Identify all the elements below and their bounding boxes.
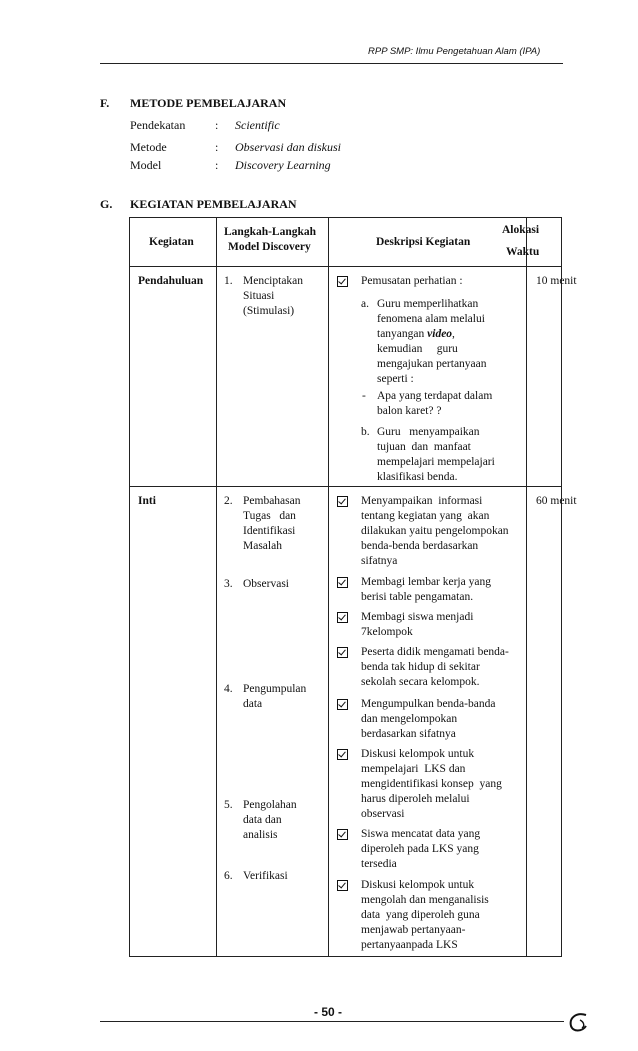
header-deskripsi: Deskripsi Kegiatan [376,236,471,248]
step-1-text: Menciptakan Situasi (Stimulasi) [243,275,304,317]
model-value: Discovery Learning [235,158,331,172]
section-f-letter: F. [100,96,110,110]
checkbox-icon [337,276,348,287]
step-4-text: Pengumpulan data [243,683,307,710]
checkbox-icon [337,612,348,623]
header-langkah-1: Langkah-Langkah [224,226,317,238]
table-bottom-border [129,956,562,957]
footer-rule [100,1021,564,1022]
checkbox-icon [337,829,348,840]
step-3-num: 3. [224,578,233,590]
pendahuluan-b-text: Guru menyampaikan tujuan dan manfaat mempelajari mempelajari klasifikasi benda. [377,426,495,483]
row-inti-label: Inti [138,495,156,507]
pendekatan-sep: : [215,118,219,132]
pendahuluan-a-label: a. [361,298,369,310]
step-6-num: 6. [224,870,233,882]
inti-item-1: Menyampaikan informasi tentang kegiatan yang akan dilakukan yaitu pengelompokan benda-benda berdasarkan sifatnya [361,495,509,567]
row-pendahuluan-label: Pendahuluan [138,275,204,287]
table-header-border [129,266,562,267]
table-row-border [129,486,562,487]
table-col-divider-2 [328,217,329,957]
model-label: Model [130,158,162,172]
step-1-num: 1. [224,275,233,287]
pendahuluan-waktu: 10 menit [536,275,577,287]
step-4-num: 4. [224,683,233,695]
pendahuluan-check-item: Pemusatan perhatian : [361,275,463,287]
checkbox-icon [337,577,348,588]
pendahuluan-b-label: b. [361,426,370,438]
inti-item-2: Membagi lembar kerja yang berisi table pengamatan. [361,576,491,603]
metode-sep: : [215,140,219,154]
step-3-text: Observasi [243,578,289,590]
checkbox-icon [337,699,348,710]
inti-item-5: Mengumpulkan benda-banda dan mengelompokan berdasarkan sifatnya [361,698,496,740]
checkbox-icon [337,880,348,891]
model-sep: : [215,158,219,172]
step-5-text: Pengolahan data dan analisis [243,799,297,841]
metode-label: Metode [130,140,167,154]
pendahuluan-dash-label: - [362,390,366,402]
step-2-text: Pembahasan Tugas dan Identifikasi Masalah [243,495,301,552]
pendekatan-value: Scientific [235,118,280,132]
inti-item-6: Diskusi kelompok untuk mempelajari LKS dan mengidentifikasi konsep yang harus diperoleh melalui observasi [361,748,502,820]
inti-item-4: Peserta didik mengamati benda- benda tak hidup di sekitar sekolah secara kelompok. [361,646,509,688]
inti-waktu: 60 menit [536,495,577,507]
checkbox-icon [337,647,348,658]
section-g-letter: G. [100,197,113,211]
step-6-text: Verifikasi [243,870,288,882]
metode-value: Observasi dan diskusi [235,140,341,154]
header-alokasi-1: Alokasi [502,224,540,236]
corner-logo-icon [566,1010,592,1034]
table-right-border [561,217,562,957]
header-kegiatan: Kegiatan [149,236,194,248]
page-number: - 50 - [314,1005,343,1019]
checkbox-icon [337,749,348,760]
table-left-border [129,217,130,957]
table-top-border [129,217,562,218]
table-col-divider-3 [526,217,527,957]
header-rule [100,63,563,64]
table-col-divider-1 [216,217,217,957]
pendekatan-label: Pendekatan [130,118,186,132]
section-f-title: METODE PEMBELAJARAN [130,96,287,110]
section-g-title: KEGIATAN PEMBELAJARAN [130,197,297,211]
running-header: RPP SMP: Ilmu Pengetahuan Alam (IPA) [368,46,541,57]
checkbox-icon [337,496,348,507]
step-2-num: 2. [224,495,233,507]
header-alokasi-2: Waktu [506,246,540,258]
header-langkah-2: Model Discovery [228,241,311,253]
inti-item-3: Membagi siswa menjadi 7kelompok [361,611,474,638]
inti-item-8: Diskusi kelompok untuk mengolah dan menganalisis data yang diperoleh guna menjawab pertanyaan- pertanyaanpada LKS [361,879,489,951]
step-5-num: 5. [224,799,233,811]
pendahuluan-dash-text: Apa yang terdapat dalam balon karet? ? [377,390,493,417]
inti-item-7: Siswa mencatat data yang diperoleh pada LKS yang tersedia [361,828,481,870]
pendahuluan-a-text: Guru memperlihatkan fenomena alam melalui tanyangan video, kemudian guru mengajukan pertanyaan seperti : [377,298,487,385]
